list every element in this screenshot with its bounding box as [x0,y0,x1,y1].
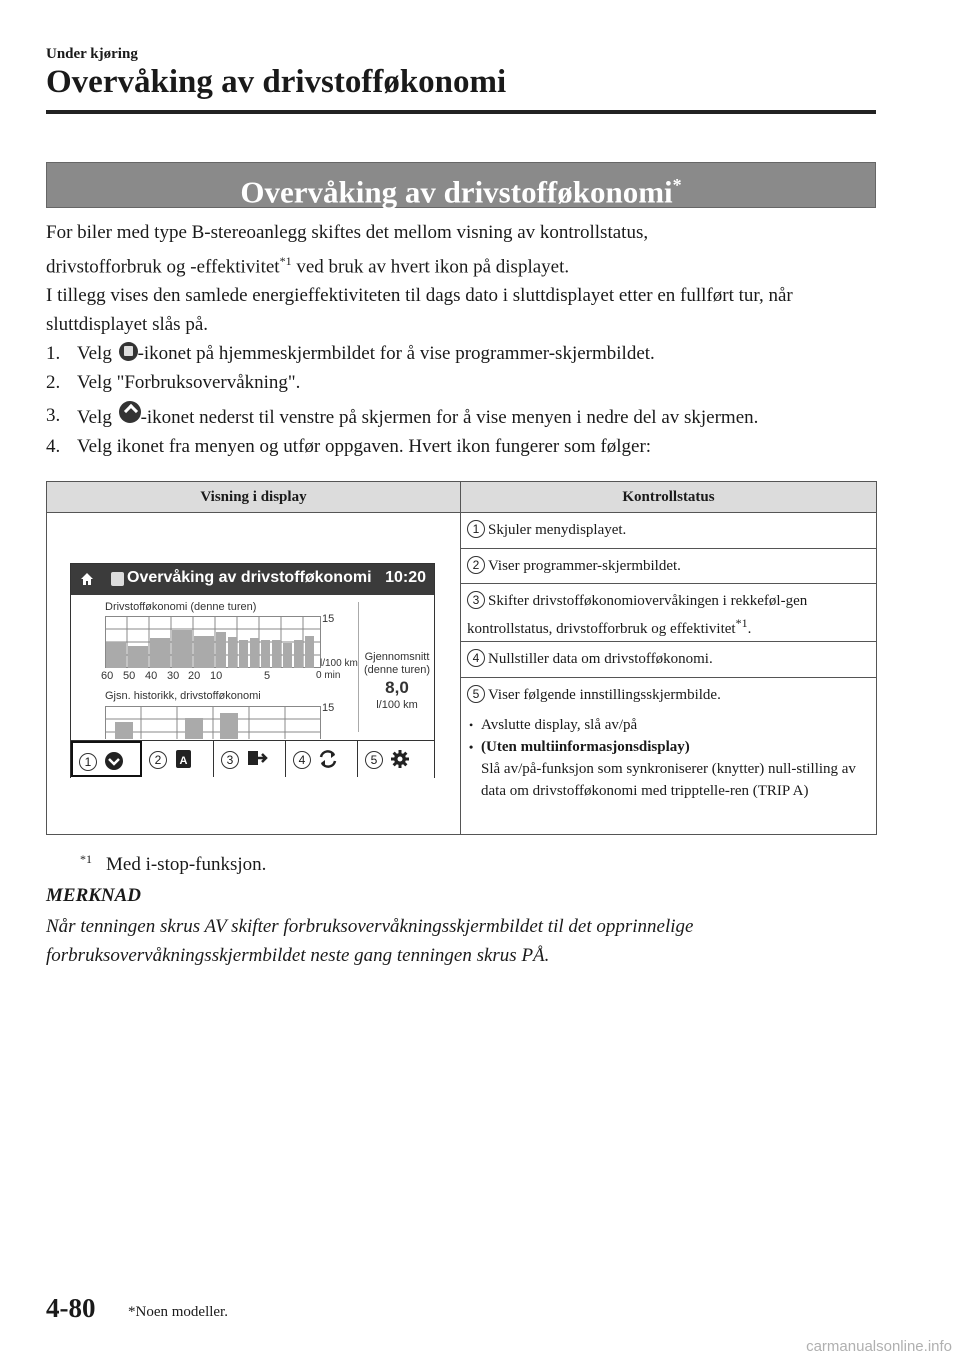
step-text: Velg [77,343,117,365]
table-row [461,549,876,584]
section-label: Under kjøring [46,46,138,62]
chart-label: Gjsn. historikk, drivstofføkonomi [105,690,261,702]
x-tick: 40 [145,670,158,682]
trip-chart [105,616,321,668]
app-icon [119,342,138,361]
watermark: carmanualsonline.info [806,1338,952,1355]
column-header-display: Visning i display [200,489,307,505]
menu-number: 5 [365,751,383,769]
table-row [461,513,876,549]
step-text: Velg [77,407,117,429]
gear-icon [389,748,411,770]
row-number: 2 [467,556,485,574]
row-text-tail: . [747,621,752,637]
intro-text-tail: ved bruk av hvert ikon på displayet. [291,256,570,278]
step-text: Velg ikonet fra menyen og utfør oppgaven. Hvert ikon fungerer som følger: [77,436,652,458]
row-text: Nullstiller data om drivstofføkonomi. [488,651,713,667]
unit-label: l/100 km [320,658,358,669]
chevron-down-icon [103,750,125,772]
header-rule [46,110,876,114]
step-text: Velg "Forbruksovervåkning". [77,372,301,394]
screen-clock: 10:20 [385,569,426,586]
section-banner [46,162,876,208]
screen-separator [358,602,359,732]
row-number: 5 [467,685,485,703]
step-4 [46,432,876,461]
intro-line-1: For biler med type B-stereoanlegg skiftes det mellom visning av kontrollstatus, [46,222,649,243]
menu-number: 1 [79,753,97,771]
page-number: 4-80 [46,1293,96,1323]
list-item: • (Uten multiinformasjonsdisplay) [467,736,870,758]
page-footnote: *Noen modeller. [128,1304,228,1320]
x-tick: 30 [167,670,180,682]
intro-paragraph-2: I tillegg vises den samlede energieffektiviteten til dags dato i sluttdisplayet etter en fullført tur, når sluttdisplayet slås på. [46,285,793,336]
chevron-down-icon [119,401,141,423]
switch-icon [245,748,269,770]
step-number: 3. [46,405,61,427]
average-subtitle: (denne turen) [363,664,431,676]
y-max-label: 15 [322,613,335,625]
x-tick: 5 [264,670,271,682]
menu-number: 2 [149,751,167,769]
step-number: 4. [46,436,61,458]
screen-title: Overvåking av drivstofføkonomi [127,569,372,586]
column-header-status: Kontrollstatus [622,489,715,505]
list-item-detail: Slå av/på-funksjon som synkroniserer (knytter) null-stilling av data om drivstofføkonomi med tripptelle-ren (TRIP A) [481,761,856,799]
average-title: Gjennomsnitt [364,651,430,663]
note-text: Når tenningen skrus AV skifter forbruksovervåkningsskjermbildet til det opprinnelige forbruksovervåkningsskjermbildet neste gang tenningen skrus PÅ. [46,916,694,966]
list-item: • Avslutte display, slå av/på [467,714,870,736]
footnote-definition [80,845,266,879]
display-illustration [70,563,435,778]
footnote-ref: *1 [279,254,292,268]
average-value: 8,0 [385,678,409,697]
row-number: 4 [467,649,485,667]
table-header [47,482,876,513]
step-3 [46,401,876,432]
chapter-title: Overvåking av drivstofføkonomi [46,64,507,100]
step-2 [46,368,876,397]
row-text: Viser programmer-skjermbildet. [488,558,681,574]
bottom-menu [71,740,434,778]
body-text [46,218,876,461]
intro-line-2 [46,247,876,281]
row-number: 1 [467,520,485,538]
footnote-text: Med i-stop-funksjon. [106,854,267,876]
menu-apps-button[interactable] [143,741,214,777]
reset-icon [317,748,339,770]
x-tick: 60 [101,670,114,682]
row-text: Skjuler menydisplayet. [488,522,627,538]
table-row [461,678,876,834]
row-text: Skifter drivstofføkonomiovervåkingen i rekkeføl-gen kontrollstatus, drivstofforbruk og effektivitet [467,593,808,637]
step-text-tail: -ikonet nederst til venstre på skjermen for å vise menyen i nedre del av skjermen. [140,407,759,429]
svg-text:A: A [179,755,188,767]
average-unit: l/100 km [376,699,418,711]
footnote-ref: *1 [735,616,748,630]
footnote-mark: *1 [80,852,92,866]
home-icon [80,572,94,586]
y-max-label: 15 [322,702,335,714]
row-text: Viser følgende innstillingsskjermbilde. [488,687,721,703]
table-row [461,642,876,678]
step-number: 1. [46,343,61,365]
row-number: 3 [467,591,485,609]
zero-label: 0 min [316,670,341,681]
banner-title: Overvåking av drivstofføkonomi [240,174,673,210]
app-icon [173,748,195,770]
screen-title-bar [71,564,434,595]
menu-reset-button[interactable] [287,741,358,777]
history-chart [105,706,321,739]
x-tick: 20 [188,670,201,682]
average-panel [361,651,433,712]
step-text-tail: -ikonet på hjemmeskjermbildet for å vise programmer-skjermbildet. [137,343,655,365]
menu-switch-button[interactable] [215,741,286,777]
step-number: 2. [46,372,61,394]
x-tick: 50 [123,670,136,682]
app-icon [111,572,124,586]
intro-text: drivstofforbruk og -effektivitet [46,256,280,278]
note-heading: MERKNAD [46,885,142,906]
menu-number: 4 [293,751,311,769]
chart-label: Drivstofføkonomi (denne turen) [105,601,257,613]
step-1 [46,339,876,368]
banner-mark: * [672,175,682,195]
menu-hide-button[interactable] [71,741,142,777]
menu-settings-button[interactable] [359,741,430,777]
menu-number: 3 [221,751,239,769]
table-row [461,584,876,642]
x-tick: 10 [210,670,223,682]
